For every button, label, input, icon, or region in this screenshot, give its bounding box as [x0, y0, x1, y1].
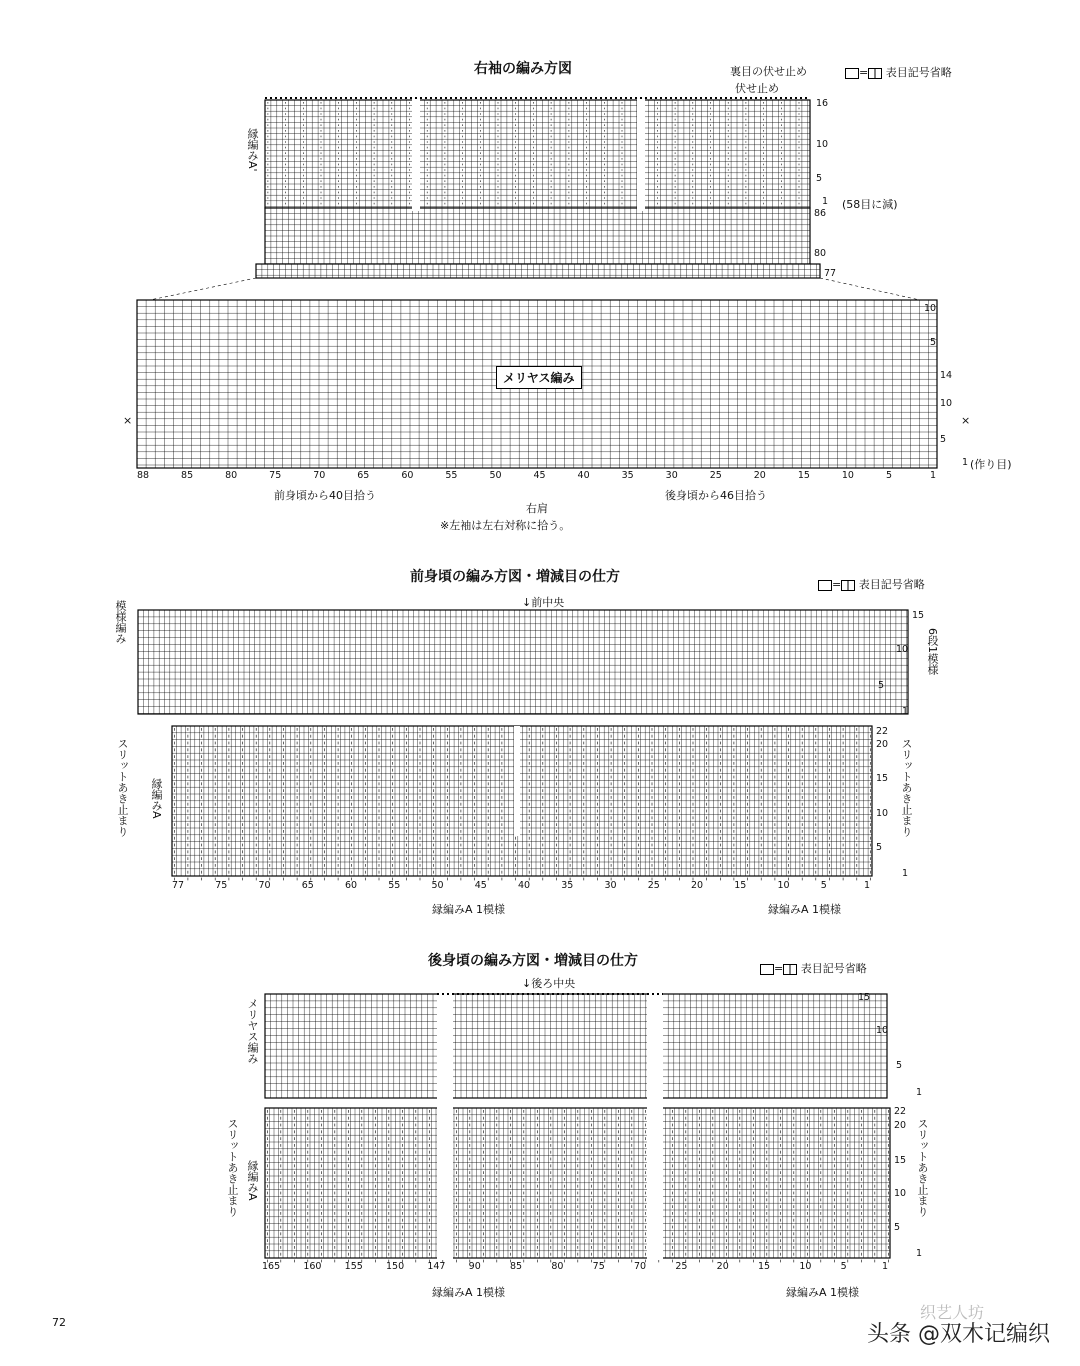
sleeve-row-1: 1: [822, 196, 829, 207]
knit-stitch-icon: [783, 964, 797, 975]
back-col-2: 155: [344, 1261, 363, 1272]
back-col-11: 20: [716, 1261, 729, 1272]
sleeve-col-12: 30: [665, 470, 678, 481]
sleeve-row-80: 80: [814, 248, 827, 259]
blank-cell-icon: [818, 580, 832, 591]
back-col-6: 85: [510, 1261, 523, 1272]
sleeve-col-4: 70: [313, 470, 326, 481]
back-row-b15: 15: [894, 1155, 907, 1166]
sleeve-step-grid: [256, 264, 820, 278]
back-repeat-note-right: 縁編みA 1模様: [786, 1286, 860, 1299]
front-row-1: 1: [902, 706, 909, 717]
sleeve-col-9: 45: [533, 470, 546, 481]
sleeve-row-16: 16: [816, 98, 829, 109]
sleeve-border-label: 縁編みA': [246, 128, 259, 172]
sleeve-col-8: 50: [489, 470, 502, 481]
back-slit-left: スリットあき止まり: [226, 1118, 239, 1217]
back-col-8: 75: [592, 1261, 605, 1272]
sleeve-col-14: 20: [753, 470, 766, 481]
front-row-b5: 5: [876, 842, 883, 853]
front-yoke-grid: [138, 610, 908, 714]
back-row-20: 20: [894, 1120, 907, 1131]
front-repeat-note-right: 縁編みA 1模様: [768, 903, 842, 916]
sleeve-col-0: 88: [137, 470, 150, 481]
sleeve-row-b1: 1: [962, 457, 969, 468]
sleeve-col-5: 65: [357, 470, 370, 481]
sleeve-title: 右袖の編み方図: [474, 61, 572, 77]
sleeve-bind-off: 伏せ止め: [735, 82, 779, 95]
sleeve-legend: = 表目記号省略: [845, 64, 952, 80]
front-repeat-label: 6段1模様: [926, 628, 939, 675]
back-row-b10: 10: [894, 1188, 907, 1199]
front-col-12: 20: [691, 880, 704, 891]
back-row-1: 1: [916, 1087, 923, 1098]
front-row-b1: 1: [902, 868, 909, 879]
sleeve-gap-2: [637, 96, 645, 211]
front-col-10: 30: [604, 880, 617, 891]
back-center: ↓後ろ中央: [522, 977, 576, 990]
sleeve-col-13: 25: [709, 470, 722, 481]
front-col-8: 40: [518, 880, 531, 891]
back-row-15: 15: [858, 992, 871, 1003]
back-col-13: 10: [799, 1261, 812, 1272]
back-body-label: メリヤス編み: [246, 998, 259, 1064]
sleeve-col-6: 60: [401, 470, 414, 481]
back-row-10: 10: [876, 1025, 889, 1036]
front-col-0: 77: [172, 880, 185, 891]
page-number: 72: [52, 1316, 66, 1329]
back-row-5: 5: [896, 1060, 903, 1071]
front-row-20: 20: [876, 739, 889, 750]
sleeve-cross-right: ×: [961, 414, 971, 427]
back-yoke-grid: [265, 994, 887, 1098]
sleeve-col-11: 35: [621, 470, 634, 481]
sleeve-connector-left: [150, 278, 256, 300]
sleeve-col-1: 85: [181, 470, 194, 481]
sleeve-body-label: メリヤス編み: [496, 366, 582, 389]
front-title: 前身頃の編み方図・増減目の仕方: [410, 569, 620, 585]
front-pattern-label: 模様編み: [114, 600, 127, 644]
sleeve-col-3: 75: [269, 470, 282, 481]
back-col-3: 150: [386, 1261, 405, 1272]
sleeve-col-16: 10: [841, 470, 854, 481]
sleeve-cross-left: ×: [123, 414, 133, 427]
sleeve-col-10: 40: [577, 470, 590, 481]
sleeve-col-2: 80: [225, 470, 238, 481]
back-gap-2: [647, 990, 663, 1260]
front-col-11: 25: [647, 880, 660, 891]
sleeve-connector-right: [820, 278, 920, 300]
sleeve-row-86: 86: [814, 208, 827, 219]
sleeve-row-b14: 14: [940, 370, 953, 381]
front-col-16: 1: [864, 880, 871, 891]
back-col-1: 160: [303, 1261, 322, 1272]
sleeve-row-10: 10: [816, 139, 829, 150]
back-legend-text: 表目記号省略: [800, 962, 867, 975]
front-col-14: 10: [777, 880, 790, 891]
sleeve-cast-on: (作り目): [970, 458, 1012, 471]
front-col-6: 50: [431, 880, 444, 891]
knit-stitch-icon: [841, 580, 855, 591]
back-col-5: 90: [468, 1261, 481, 1272]
front-col-5: 55: [388, 880, 401, 891]
back-title: 後身頃の編み方図・増減目の仕方: [428, 953, 638, 969]
front-row-10: 10: [896, 644, 909, 655]
front-row-15: 15: [912, 610, 925, 621]
sleeve-pickup-front: 前身頃から40目拾う: [274, 489, 376, 502]
sleeve-gap-1: [412, 96, 420, 211]
front-repeat-note-left: 縁編みA 1模様: [432, 903, 506, 916]
sleeve-col-15: 15: [797, 470, 810, 481]
sleeve-legend-text: 表目記号省略: [885, 66, 952, 79]
front-gap: [514, 726, 520, 836]
front-legend-text: 表目記号省略: [858, 578, 925, 591]
sleeve-decrease-note: (58目に減): [842, 198, 898, 211]
back-col-0: 165: [262, 1261, 281, 1272]
sleeve-col-18: 1: [930, 470, 937, 481]
blank-cell-icon: [760, 964, 774, 975]
front-row-b15: 15: [876, 773, 889, 784]
back-border-label: 縁編みA: [246, 1160, 259, 1201]
back-row-b1: 1: [916, 1248, 923, 1259]
front-center: ↓前中央: [522, 596, 565, 609]
sleeve-row-b10b: 10: [940, 398, 953, 409]
front-col-3: 65: [301, 880, 314, 891]
sleeve-col-7: 55: [445, 470, 458, 481]
front-border-label: 縁編みA: [150, 778, 163, 819]
sleeve-row-77: 77: [824, 268, 837, 279]
back-gap-1: [437, 990, 453, 1260]
sleeve-note: ※左袖は左右対称に拾う。: [440, 519, 571, 532]
back-col-15: 1: [882, 1261, 889, 1272]
sleeve-bind-off-purl: 裏目の伏せ止め: [730, 65, 807, 78]
back-repeat-note-left: 縁編みA 1模様: [432, 1286, 506, 1299]
sleeve-shoulder: 右肩: [526, 502, 548, 515]
sleeve-pickup-back: 後身頃から46目拾う: [665, 489, 767, 502]
front-center-label: 前中央: [531, 596, 565, 609]
front-slit-left: スリットあき止まり: [116, 738, 129, 837]
front-col-1: 75: [215, 880, 228, 891]
front-col-9: 35: [561, 880, 574, 891]
front-row-22: 22: [876, 726, 889, 737]
front-col-13: 15: [734, 880, 747, 891]
sleeve-row-b5: 5: [930, 337, 937, 348]
back-center-label: 後ろ中央: [531, 977, 576, 990]
back-row-22: 22: [894, 1106, 907, 1117]
front-col-7: 45: [474, 880, 487, 891]
back-slit-right: スリットあき止まり: [916, 1118, 929, 1217]
front-col-2: 70: [258, 880, 271, 891]
back-col-7: 80: [551, 1261, 564, 1272]
sleeve-row-b5b: 5: [940, 434, 947, 445]
front-row-b10: 10: [876, 808, 889, 819]
sleeve-row-5: 5: [816, 173, 823, 184]
sleeve-col-17: 5: [885, 470, 892, 481]
front-col-4: 60: [345, 880, 358, 891]
front-row-5: 5: [878, 680, 885, 691]
back-col-9: 70: [634, 1261, 647, 1272]
back-col-14: 5: [840, 1261, 847, 1272]
front-col-15: 5: [820, 880, 827, 891]
back-row-b5: 5: [894, 1222, 901, 1233]
watermark: 头条 @双木记编织: [867, 1322, 1050, 1347]
back-legend: = 表目記号省略: [760, 960, 867, 976]
front-slit-right: スリットあき止まり: [900, 738, 913, 837]
front-legend: = 表目記号省略: [818, 576, 925, 592]
sleeve-row-b10: 10: [924, 303, 937, 314]
back-col-10: 25: [675, 1261, 688, 1272]
watermark-faint: 织艺人坊: [920, 1303, 985, 1322]
back-col-12: 15: [758, 1261, 771, 1272]
back-col-4: 147: [427, 1261, 446, 1272]
